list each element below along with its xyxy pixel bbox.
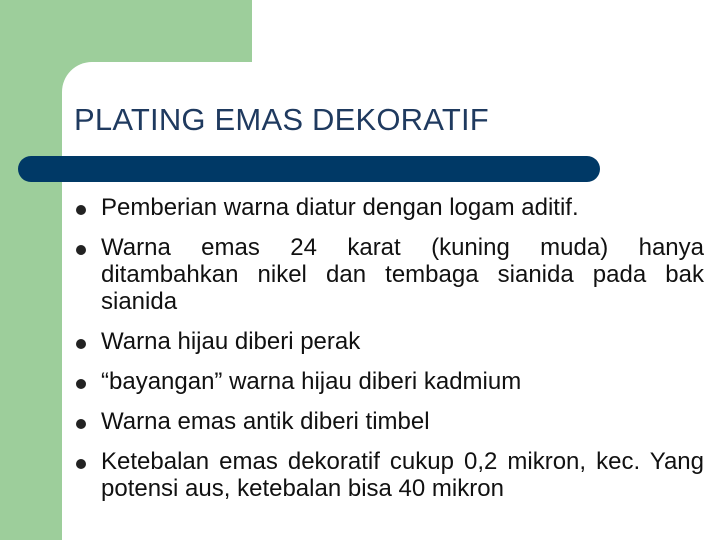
bullet-dot-icon — [76, 205, 86, 215]
bullet-dot-icon — [76, 379, 86, 389]
bullet-text: Warna hijau diberi perak — [101, 328, 361, 355]
bullet-item — [72, 194, 704, 221]
bullet-dot-icon — [76, 419, 86, 429]
bullet-item — [72, 234, 704, 315]
bullet-dot-icon — [76, 339, 86, 349]
bullet-item — [72, 408, 704, 435]
bullet-item — [72, 328, 704, 355]
bullet-text: Ketebalan emas dekoratif cukup 0,2 mikron, kec. Yang potensi aus, ketebalan bisa 40 mikron — [101, 448, 704, 502]
slide-title: PLATING EMAS DEKORATIF — [74, 102, 489, 137]
title-underline-bar — [18, 156, 600, 182]
bullet-text: Warna emas antik diberi timbel — [101, 408, 430, 435]
bullet-list — [72, 194, 704, 502]
bullet-text: Warna emas 24 karat (kuning muda) hanya ditambahkan nikel dan tembaga sianida pada bak sianida — [101, 234, 704, 315]
bullet-dot-icon — [76, 245, 86, 255]
bullet-text: “bayangan” warna hijau diberi kadmium — [101, 368, 522, 395]
bullet-item — [72, 448, 704, 502]
bullet-text: Pemberian warna diatur dengan logam aditif. — [101, 194, 579, 221]
bullet-item — [72, 368, 704, 395]
bullet-dot-icon — [76, 459, 86, 469]
